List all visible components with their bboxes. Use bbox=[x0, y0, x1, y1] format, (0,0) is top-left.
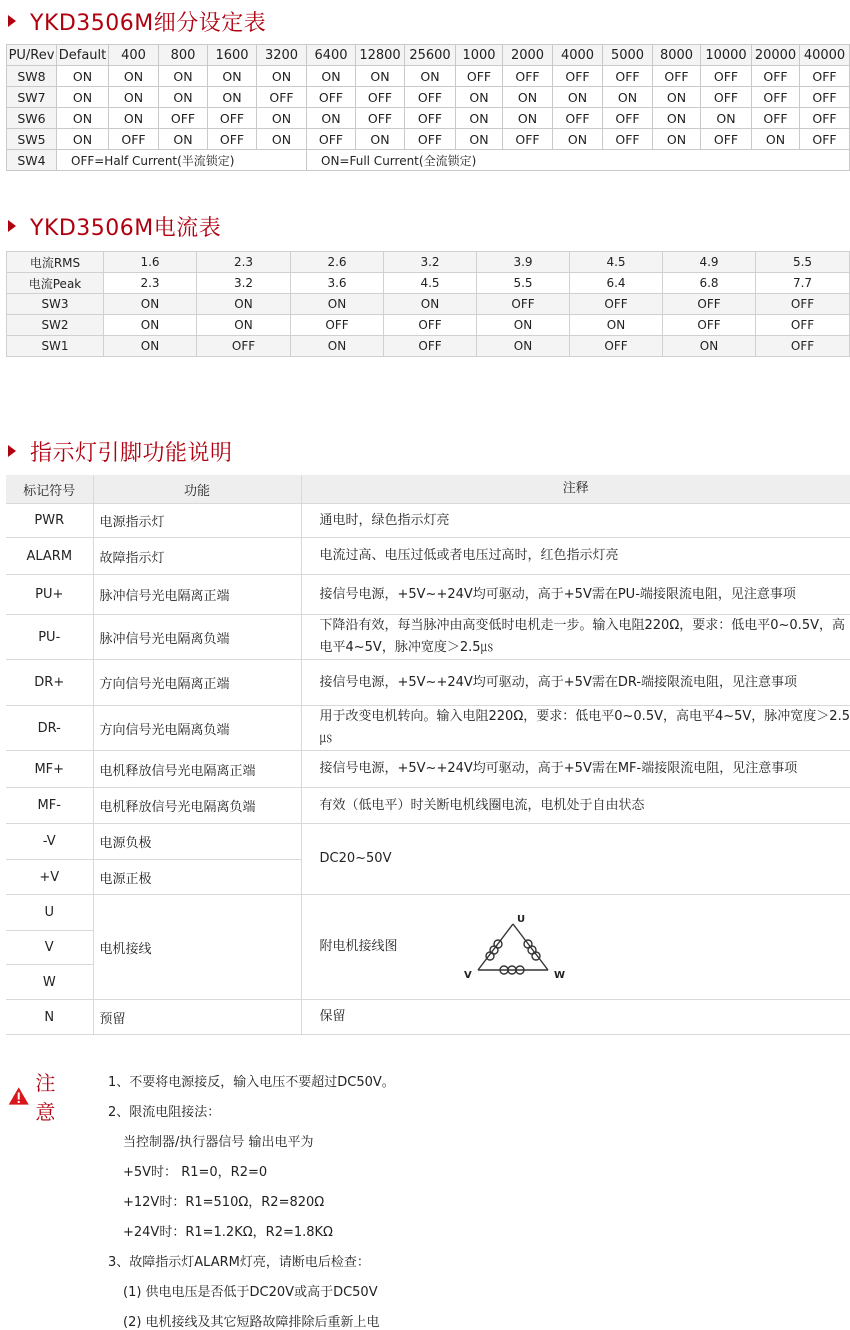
table-cell: OFF bbox=[159, 108, 208, 129]
table-cell: OFF bbox=[800, 108, 850, 129]
table-cell: ON bbox=[503, 108, 553, 129]
header-cell: 20000 bbox=[752, 45, 800, 66]
header-cell: 功能 bbox=[93, 475, 301, 504]
table-cell: 4.5 bbox=[384, 273, 477, 294]
pin-function: 方向信号光电隔离正端 bbox=[93, 660, 301, 706]
table-row bbox=[6, 751, 850, 788]
table-cell: ON bbox=[197, 294, 291, 315]
pin-function: 方向信号光电隔离负端 bbox=[93, 706, 301, 751]
table-cell: OFF bbox=[307, 129, 356, 150]
row-label: SW5 bbox=[7, 129, 57, 150]
pin-function: 预留 bbox=[93, 1000, 301, 1035]
table-row bbox=[6, 1000, 850, 1035]
row-label: 电流RMS bbox=[7, 252, 104, 273]
table-cell: OFF bbox=[752, 87, 800, 108]
table-cell: OFF bbox=[307, 87, 356, 108]
table-cell: ON bbox=[603, 87, 653, 108]
header-cell: 8000 bbox=[653, 45, 701, 66]
table-cell: OFF bbox=[257, 87, 307, 108]
pin-function: 电机释放信号光电隔离负端 bbox=[93, 788, 301, 824]
table-row bbox=[7, 315, 850, 336]
sw4-half-current: OFF=Half Current(半流锁定) bbox=[57, 150, 307, 171]
table-cell: 3.6 bbox=[291, 273, 384, 294]
current-table bbox=[6, 251, 850, 357]
table-cell: ON bbox=[104, 336, 197, 357]
pin-note: 有效（低电平）时关断电机线圈电流，电机处于自由状态 bbox=[301, 788, 850, 824]
table-row-sw4 bbox=[7, 150, 850, 171]
microstep-table bbox=[6, 44, 850, 171]
table-row bbox=[6, 706, 850, 751]
note-line: 1、不要将电源接反，输入电压不要超过DC50V。 bbox=[108, 1075, 395, 1090]
pin-note: 保留 bbox=[301, 1000, 850, 1035]
table-cell: OFF bbox=[109, 129, 159, 150]
table-cell: ON bbox=[57, 66, 109, 87]
table-cell: 4.5 bbox=[570, 252, 663, 273]
header-cell: 注释 bbox=[301, 475, 850, 504]
table-cell: 2.3 bbox=[104, 273, 197, 294]
pin-note: 电流过高、电压过低或者电压过高时，红色指示灯亮 bbox=[301, 538, 850, 575]
warning-icon bbox=[8, 1083, 29, 1109]
pin-function: 电机接线 bbox=[93, 895, 301, 1000]
pin-function: 故障指示灯 bbox=[93, 538, 301, 575]
header-cell: 4000 bbox=[553, 45, 603, 66]
table-cell: OFF bbox=[800, 129, 850, 150]
table-cell: OFF bbox=[663, 294, 756, 315]
table-cell: OFF bbox=[752, 108, 800, 129]
header-cell: PU/Rev bbox=[7, 45, 57, 66]
table-cell: ON bbox=[307, 108, 356, 129]
pin-symbol: -V bbox=[6, 824, 93, 860]
table-cell: OFF bbox=[384, 315, 477, 336]
note-line: +24V时：R1=1.2KΩ，R2=1.8KΩ bbox=[123, 1225, 333, 1240]
table-row bbox=[7, 87, 850, 108]
pin-symbol: ALARM bbox=[6, 538, 93, 575]
table-cell: OFF bbox=[553, 66, 603, 87]
table-row bbox=[6, 660, 850, 706]
table-row bbox=[6, 895, 850, 931]
note-line: 当控制器/执行器信号 输出电平为 bbox=[123, 1135, 314, 1150]
table-cell: OFF bbox=[752, 66, 800, 87]
table-row bbox=[7, 294, 850, 315]
triangle-bullet-icon bbox=[8, 15, 16, 27]
row-label: SW8 bbox=[7, 66, 57, 87]
motor-wiring-diagram bbox=[460, 912, 570, 982]
table-cell: 2.3 bbox=[197, 252, 291, 273]
table-cell: 1.6 bbox=[104, 252, 197, 273]
table-cell: OFF bbox=[756, 315, 850, 336]
table-cell: ON bbox=[570, 315, 663, 336]
note-line: 2、限流电阻接法： bbox=[108, 1105, 221, 1120]
row-label: SW1 bbox=[7, 336, 104, 357]
table-cell: 2.6 bbox=[291, 252, 384, 273]
row-label: SW3 bbox=[7, 294, 104, 315]
header-cell: Default bbox=[57, 45, 109, 66]
row-label: SW4 bbox=[7, 150, 57, 171]
table-cell: OFF bbox=[384, 336, 477, 357]
table-cell: OFF bbox=[405, 87, 456, 108]
pin-symbol: PWR bbox=[6, 504, 93, 538]
table-row bbox=[6, 575, 850, 615]
diagram-label-u: U bbox=[516, 914, 525, 925]
table-cell: OFF bbox=[405, 129, 456, 150]
pin-note: 附电机接线图 bbox=[319, 939, 398, 954]
table-cell: 5.5 bbox=[756, 252, 850, 273]
table-cell: ON bbox=[477, 336, 570, 357]
table-cell: OFF bbox=[477, 294, 570, 315]
table-row bbox=[7, 108, 850, 129]
table-cell: ON bbox=[653, 87, 701, 108]
pin-symbol: +V bbox=[6, 860, 93, 895]
header-cell: 3200 bbox=[257, 45, 307, 66]
header-cell: 400 bbox=[109, 45, 159, 66]
table-row bbox=[6, 615, 850, 660]
table-cell: ON bbox=[104, 294, 197, 315]
table-cell: ON bbox=[503, 87, 553, 108]
section-title-text: YKD3506M电流表 bbox=[30, 215, 222, 241]
table-cell: 5.5 bbox=[477, 273, 570, 294]
table-cell: ON bbox=[663, 336, 756, 357]
table-cell: ON bbox=[109, 108, 159, 129]
table-cell: OFF bbox=[291, 315, 384, 336]
table-row bbox=[7, 66, 850, 87]
table-row bbox=[7, 252, 850, 273]
section-title-text: YKD3506M细分设定表 bbox=[30, 10, 267, 36]
header-cell: 40000 bbox=[800, 45, 850, 66]
header-cell: 10000 bbox=[701, 45, 752, 66]
table-row bbox=[6, 538, 850, 575]
triangle-bullet-icon bbox=[8, 445, 16, 457]
motor-wiring-cell bbox=[301, 895, 850, 1000]
triangle-bullet-icon bbox=[8, 220, 16, 232]
table-row bbox=[7, 129, 850, 150]
table-row bbox=[7, 273, 850, 294]
table-cell: ON bbox=[384, 294, 477, 315]
pin-function-table bbox=[6, 475, 850, 1035]
table-cell: OFF bbox=[405, 108, 456, 129]
header-cell: 12800 bbox=[356, 45, 405, 66]
pin-symbol: N bbox=[6, 1000, 93, 1035]
row-label: 电流Peak bbox=[7, 273, 104, 294]
table-cell: 7.7 bbox=[756, 273, 850, 294]
pin-note: 下降沿有效，每当脉冲由高变低时电机走一步。输入电阻220Ω，要求：低电平0~0.5V，高电平4~5V，脉冲宽度＞2.5㎲ bbox=[301, 615, 850, 660]
table-row bbox=[6, 788, 850, 824]
header-cell: 2000 bbox=[503, 45, 553, 66]
pin-note: 接信号电源，+5V~+24V均可驱动，高于+5V需在MF-端接限流电阻，见注意事项 bbox=[301, 751, 850, 788]
notes-title: 注意 bbox=[35, 1071, 56, 1124]
header-cell: 5000 bbox=[603, 45, 653, 66]
pin-symbol: DR- bbox=[6, 706, 93, 751]
header-cell: 800 bbox=[159, 45, 208, 66]
section-title-pins bbox=[8, 436, 233, 466]
header-cell: 标记符号 bbox=[6, 475, 93, 504]
table-cell: OFF bbox=[208, 129, 257, 150]
row-label: SW6 bbox=[7, 108, 57, 129]
row-label: SW7 bbox=[7, 87, 57, 108]
table-cell: OFF bbox=[800, 87, 850, 108]
table-cell: ON bbox=[356, 129, 405, 150]
table-cell: 3.9 bbox=[477, 252, 570, 273]
pin-function: 电机释放信号光电隔离正端 bbox=[93, 751, 301, 788]
table-cell: ON bbox=[553, 87, 603, 108]
table-cell: ON bbox=[257, 129, 307, 150]
table-row bbox=[6, 504, 850, 538]
section-title-text: 指示灯引脚功能说明 bbox=[30, 440, 233, 466]
table-cell: OFF bbox=[603, 129, 653, 150]
table-cell: OFF bbox=[603, 108, 653, 129]
table-cell: ON bbox=[197, 315, 291, 336]
section-title-current bbox=[8, 211, 221, 241]
table-cell: ON bbox=[159, 66, 208, 87]
table-cell: ON bbox=[456, 87, 503, 108]
note-line: +5V时： R1=0，R2=0 bbox=[123, 1165, 268, 1180]
pin-note: 用于改变电机转向。输入电阻220Ω，要求：低电平0~0.5V，高电平4~5V，脉冲宽度＞2.5㎲ bbox=[301, 706, 850, 751]
table-cell: ON bbox=[701, 108, 752, 129]
table-cell: ON bbox=[456, 108, 503, 129]
table-cell: ON bbox=[477, 315, 570, 336]
table-cell: OFF bbox=[570, 336, 663, 357]
table-cell: ON bbox=[57, 108, 109, 129]
pin-function: 电源负极 bbox=[93, 824, 301, 860]
table-cell: ON bbox=[653, 108, 701, 129]
note-line: (1) 供电电压是否低于DC20V或高于DC50V bbox=[123, 1285, 378, 1300]
table-cell: ON bbox=[257, 66, 307, 87]
table-cell: OFF bbox=[356, 108, 405, 129]
header-cell: 25600 bbox=[405, 45, 456, 66]
table-cell: ON bbox=[159, 129, 208, 150]
table-cell: ON bbox=[356, 66, 405, 87]
table-cell: ON bbox=[159, 87, 208, 108]
pin-symbol: PU- bbox=[6, 615, 93, 660]
table-cell: OFF bbox=[653, 66, 701, 87]
pin-note: 接信号电源，+5V~+24V均可驱动，高于+5V需在PU-端接限流电阻，见注意事项 bbox=[301, 575, 850, 615]
pin-symbol: MF+ bbox=[6, 751, 93, 788]
table-cell: ON bbox=[208, 87, 257, 108]
header-cell: 1000 bbox=[456, 45, 503, 66]
table-cell: ON bbox=[208, 66, 257, 87]
table-cell: ON bbox=[553, 129, 603, 150]
table-cell: ON bbox=[653, 129, 701, 150]
table-cell: ON bbox=[109, 66, 159, 87]
table-cell: OFF bbox=[756, 336, 850, 357]
table-row bbox=[7, 336, 850, 357]
pin-symbol: V bbox=[6, 931, 93, 965]
pin-function: 电源正极 bbox=[93, 860, 301, 895]
table-cell: ON bbox=[752, 129, 800, 150]
table-cell: ON bbox=[109, 87, 159, 108]
table-cell: OFF bbox=[208, 108, 257, 129]
table-cell: ON bbox=[104, 315, 197, 336]
pin-note: 通电时，绿色指示灯亮 bbox=[301, 504, 850, 538]
note-line: 3、故障指示灯ALARM灯亮，请断电后检查： bbox=[108, 1255, 370, 1270]
table-cell: 3.2 bbox=[197, 273, 291, 294]
table-cell: OFF bbox=[503, 129, 553, 150]
diagram-label-v: V bbox=[463, 970, 472, 981]
table-cell: ON bbox=[257, 108, 307, 129]
table-cell: ON bbox=[57, 129, 109, 150]
section-title-microstep bbox=[8, 6, 266, 36]
table-cell: OFF bbox=[503, 66, 553, 87]
pin-function: 脉冲信号光电隔离负端 bbox=[93, 615, 301, 660]
table-cell: OFF bbox=[603, 66, 653, 87]
table-header-row bbox=[6, 475, 850, 504]
table-cell: 4.9 bbox=[663, 252, 756, 273]
table-cell: OFF bbox=[663, 315, 756, 336]
notes-heading bbox=[8, 1067, 64, 1125]
pin-symbol: DR+ bbox=[6, 660, 93, 706]
pin-symbol: U bbox=[6, 895, 93, 931]
pin-function: 电源指示灯 bbox=[93, 504, 301, 538]
table-cell: ON bbox=[57, 87, 109, 108]
table-cell: OFF bbox=[701, 66, 752, 87]
table-cell: ON bbox=[291, 294, 384, 315]
table-cell: OFF bbox=[756, 294, 850, 315]
pin-symbol: W bbox=[6, 965, 93, 1000]
table-row bbox=[6, 824, 850, 860]
table-cell: 6.4 bbox=[570, 273, 663, 294]
diagram-label-w: W bbox=[553, 970, 565, 981]
pin-note: DC20~50V bbox=[301, 824, 850, 895]
table-cell: OFF bbox=[456, 66, 503, 87]
header-cell: 6400 bbox=[307, 45, 356, 66]
table-cell: OFF bbox=[701, 129, 752, 150]
table-cell: 3.2 bbox=[384, 252, 477, 273]
table-cell: OFF bbox=[701, 87, 752, 108]
table-cell: ON bbox=[405, 66, 456, 87]
note-line: +12V时：R1=510Ω，R2=820Ω bbox=[123, 1195, 325, 1210]
pin-function: 脉冲信号光电隔离正端 bbox=[93, 575, 301, 615]
pin-note: 接信号电源，+5V~+24V均可驱动，高于+5V需在DR-端接限流电阻，见注意事项 bbox=[301, 660, 850, 706]
table-cell: OFF bbox=[800, 66, 850, 87]
header-cell: 1600 bbox=[208, 45, 257, 66]
row-label: SW2 bbox=[7, 315, 104, 336]
pin-symbol: MF- bbox=[6, 788, 93, 824]
pin-symbol: PU+ bbox=[6, 575, 93, 615]
table-cell: OFF bbox=[356, 87, 405, 108]
table-cell: OFF bbox=[197, 336, 291, 357]
table-cell: ON bbox=[456, 129, 503, 150]
table-cell: 6.8 bbox=[663, 273, 756, 294]
table-cell: OFF bbox=[553, 108, 603, 129]
sw4-full-current: ON=Full Current(全流锁定) bbox=[307, 150, 850, 171]
table-header-row bbox=[7, 45, 850, 66]
table-cell: ON bbox=[307, 66, 356, 87]
table-cell: ON bbox=[291, 336, 384, 357]
table-cell: OFF bbox=[570, 294, 663, 315]
note-line: (2) 电机接线及其它短路故障排除后重新上电 bbox=[123, 1315, 380, 1330]
